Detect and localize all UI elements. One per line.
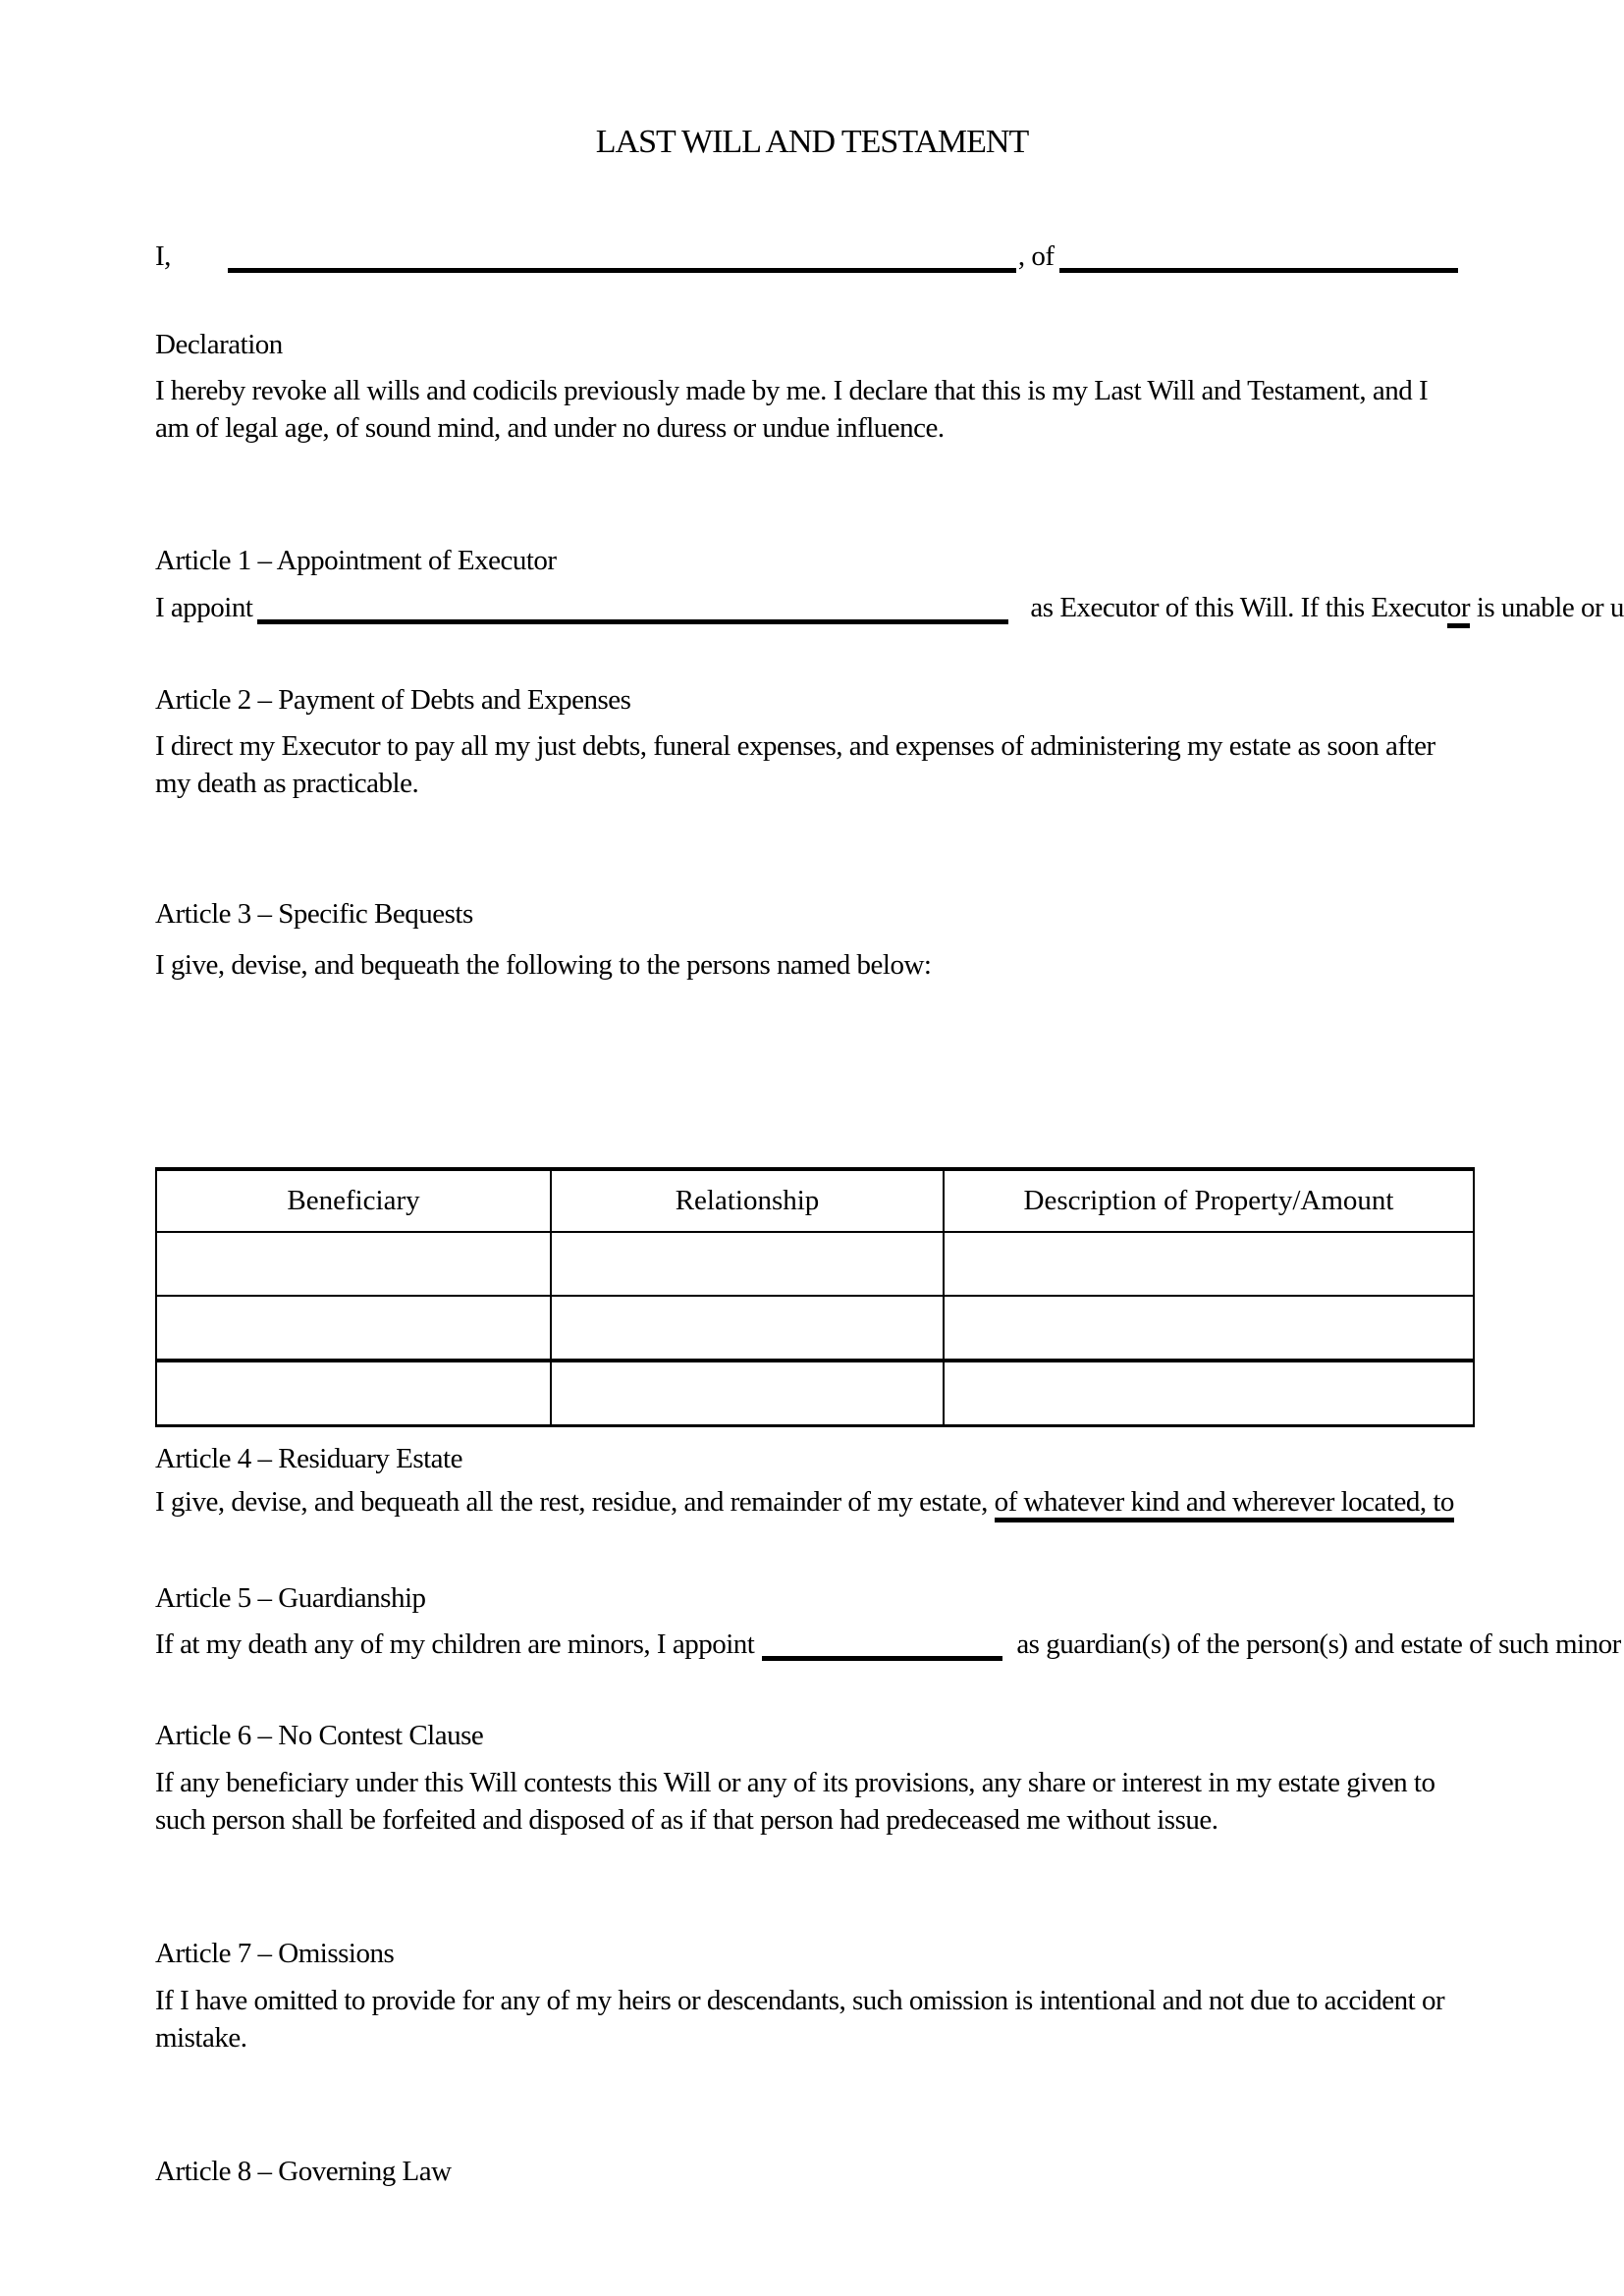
guardian-tail-text: as guardian(s) of the person(s) and estate of such minor bbox=[1016, 1629, 1621, 1660]
relationship-cell[interactable] bbox=[551, 1232, 944, 1296]
executor-clause-tail: is unable or u bbox=[1470, 592, 1624, 623]
table-row bbox=[156, 1361, 1474, 1426]
beneficiary-cell[interactable] bbox=[156, 1296, 551, 1361]
declaration-heading: Declaration bbox=[155, 329, 283, 360]
description-cell[interactable] bbox=[944, 1296, 1474, 1361]
article-8-heading: Article 8 – Governing Law bbox=[155, 2156, 452, 2187]
article-5-guardian-line bbox=[155, 1626, 1621, 1663]
paragraph-line: If I have omitted to provide for any of my heirs or descendants, such omission is intentional and not due to accident or bbox=[155, 1985, 1445, 2016]
opening-i-label: I, bbox=[155, 240, 171, 272]
description-cell[interactable] bbox=[944, 1232, 1474, 1296]
description-cell[interactable] bbox=[944, 1361, 1474, 1426]
article-7-heading: Article 7 – Omissions bbox=[155, 1938, 395, 1969]
beneficiary-cell[interactable] bbox=[156, 1361, 551, 1426]
appoint-label: I appoint bbox=[155, 592, 253, 623]
residuary-lead-text: I give, devise, and bequeath all the rest, residue, and remainder of my estate, bbox=[155, 1486, 995, 1518]
column-header-relationship: Relationship bbox=[551, 1169, 944, 1232]
article-6-paragraph bbox=[155, 1764, 1435, 1839]
residuary-underlined-phrase: of whatever kind and wherever located, to bbox=[995, 1486, 1454, 1522]
article-4-heading: Article 4 – Residuary Estate bbox=[155, 1443, 462, 1474]
article-6-heading: Article 6 – No Contest Clause bbox=[155, 1720, 484, 1751]
guardian-lead-text: If at my death any of my children are minors, I appoint bbox=[155, 1629, 755, 1660]
executor-name-blank[interactable] bbox=[257, 608, 1008, 624]
article-4-residuary-line bbox=[155, 1483, 1454, 1521]
article-2-paragraph bbox=[155, 727, 1435, 802]
declaration-paragraph bbox=[155, 372, 1428, 447]
article-5-heading: Article 5 – Guardianship bbox=[155, 1582, 426, 1614]
paragraph-line: my death as practicable. bbox=[155, 768, 419, 799]
paragraph-line: If any beneficiary under this Will contests this Will or any of its provisions, any share or interest in my estate given to bbox=[155, 1767, 1435, 1798]
table-header-row bbox=[156, 1169, 1474, 1232]
article-3-intro: I give, devise, and bequeath the following to the persons named below: bbox=[155, 949, 932, 981]
bequests-table bbox=[155, 1167, 1475, 1427]
article-2-heading: Article 2 – Payment of Debts and Expenses bbox=[155, 684, 631, 716]
opening-of-label: , of bbox=[1017, 240, 1055, 272]
article-3-heading: Article 3 – Specific Bequests bbox=[155, 898, 473, 930]
article-7-paragraph bbox=[155, 1982, 1444, 2056]
relationship-cell[interactable] bbox=[551, 1296, 944, 1361]
paragraph-line: such person shall be forfeited and disposed of as if that person had predeceased me without issue. bbox=[155, 1804, 1218, 1836]
executor-clause-underlined-bit: or bbox=[1447, 592, 1470, 628]
table-row bbox=[156, 1296, 1474, 1361]
column-header-description: Description of Property/Amount bbox=[944, 1169, 1474, 1232]
article-1-heading: Article 1 – Appointment of Executor bbox=[155, 545, 557, 576]
testator-residence-blank[interactable] bbox=[1059, 256, 1458, 273]
paragraph-line: I direct my Executor to pay all my just debts, funeral expenses, and expenses of administering my estate as soon after bbox=[155, 730, 1435, 762]
guardian-name-blank[interactable] bbox=[762, 1644, 1002, 1661]
paragraph-line: am of legal age, of sound mind, and under no duress or undue influence. bbox=[155, 412, 945, 444]
column-header-beneficiary: Beneficiary bbox=[156, 1169, 551, 1232]
relationship-cell[interactable] bbox=[551, 1361, 944, 1426]
paragraph-line: mistake. bbox=[155, 2022, 247, 2054]
document-title: LAST WILL AND TESTAMENT bbox=[595, 124, 1029, 160]
article-1-appointment-line bbox=[155, 589, 1624, 626]
paragraph-line: I hereby revoke all wills and codicils previously made by me. I declare that this is my Last Will and Testament, and I bbox=[155, 375, 1429, 406]
table-row bbox=[156, 1232, 1474, 1296]
beneficiary-cell[interactable] bbox=[156, 1232, 551, 1296]
testator-name-blank[interactable] bbox=[228, 256, 1016, 273]
opening-line bbox=[155, 238, 1458, 275]
executor-clause-text: as Executor of this Will. If this Execut bbox=[1030, 592, 1447, 623]
